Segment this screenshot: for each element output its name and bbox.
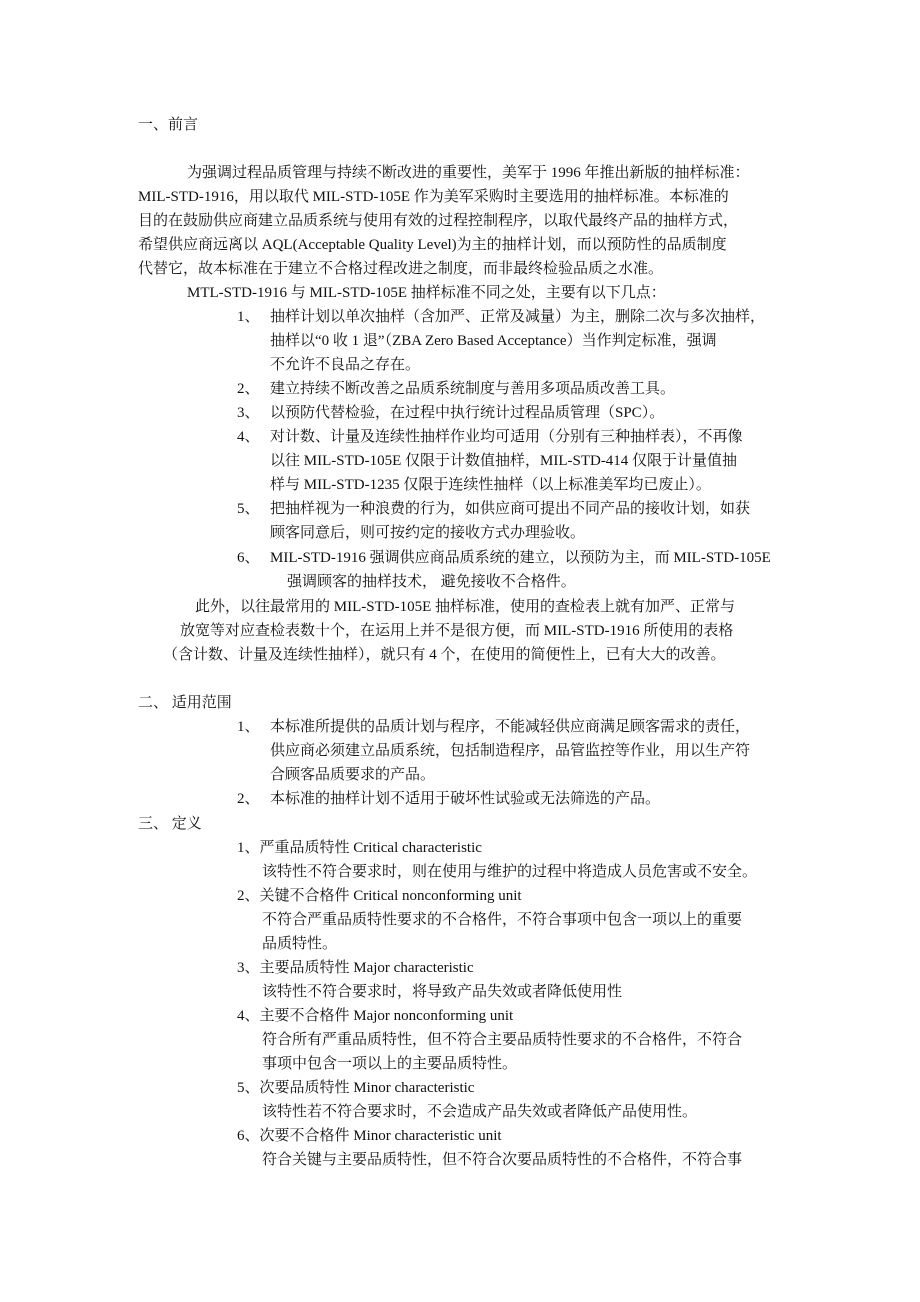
scope-item-1-line-2: 供应商必须建立品质系统，包括制造程序，品管监控等作业，用以生产符 [270, 743, 751, 759]
intro-line-4: 希望供应商远离以 AQL(Acceptable Quality Level)为主的抽样计划，而以预防性的品质制度 [138, 237, 727, 253]
diff-item-5-number: 5、 [237, 501, 260, 517]
diff-item-6-line-1: MIL-STD-1916 强调供应商品质系统的建立，以预防为主，而 MIL-STD-105E [270, 550, 771, 566]
def-6-line-1: 符合关键与主要品质特性，但不符合次要品质特性的不合格件，不符合事 [262, 1152, 743, 1168]
def-4-title: 4、主要不合格件 Major nonconforming unit [237, 1008, 514, 1024]
def-5-line-1: 该特性若不符合要求时，不会造成产品失效或者降低产品使用性。 [262, 1104, 698, 1120]
intro-line-1: 为强调过程品质管理与持续不断改进的重要性，美军于 1996 年推出新版的抽样标准： [187, 165, 750, 181]
section-heading-definitions: 三、 定义 [138, 816, 202, 832]
diff-item-4-line-1: 对计数、计量及连续性抽样作业均可适用（分别有三种抽样表），不再像 [270, 429, 743, 445]
diff-item-4-line-2: 以往 MIL-STD-105E 仅限于计数值抽样，MIL-STD-414 仅限于计量值抽 [270, 453, 738, 469]
scope-item-2-number: 2、 [237, 791, 260, 807]
scope-item-1-line-3: 合顾客品质要求的产品。 [270, 767, 436, 783]
scope-item-1-line-1: 本标准所提供的品质计划与程序，不能减轻供应商满足顾客需求的责任， [270, 719, 751, 735]
scope-item-1-number: 1、 [237, 719, 260, 735]
diff-item-6-line-2: 强调顾客的抽样技术， 避免接收不合格件。 [287, 574, 576, 590]
diff-item-5-line-2: 顾客同意后，则可按约定的接收方式办理验收。 [270, 525, 586, 541]
diff-item-1-line-3: 不允许不良品之存在。 [270, 357, 421, 373]
intro-line-5: 代替它，故本标准在于建立不合格过程改进之制度，而非最终检验品质之水准。 [138, 261, 664, 277]
closing-line-3: （含计数、计量及连续性抽样），就只有 4 个，在使用的简便性上，已有大大的改善。 [163, 647, 726, 663]
def-4-line-1: 符合所有严重品质特性，但不符合主要品质特性要求的不合格件，不符合 [262, 1032, 743, 1048]
diff-item-6-number: 6、 [237, 550, 260, 566]
diff-item-3-line-1: 以预防代替检验，在过程中执行统计过程品质管理（SPC）。 [270, 405, 665, 421]
def-1-line-1: 该特性不符合要求时，则在使用与维护的过程中将造成人员危害或不安全。 [262, 864, 758, 880]
diff-item-1-number: 1、 [237, 309, 260, 325]
closing-line-1: 此外，以往最常用的 MIL-STD-105E 抽样标准，使用的查检表上就有加严、正常与 [195, 599, 735, 615]
closing-line-2: 放宽等对应查检表数十个，在运用上并不是很方便，而 MIL-STD-1916 所使用的表格 [180, 623, 734, 639]
def-4-line-2: 事项中包含一项以上的主要品质特性。 [262, 1056, 518, 1072]
diff-item-1-line-1: 抽样计划以单次抽样（含加严、正常及减量）为主，删除二次与多次抽样， [270, 309, 766, 325]
def-2-title: 2、关键不合格件 Critical nonconforming unit [237, 888, 522, 904]
section-heading-scope: 二、 适用范围 [138, 695, 232, 711]
def-5-title: 5、次要品质特性 Minor characteristic [237, 1080, 475, 1096]
def-6-title: 6、次要不合格件 Minor characteristic unit [237, 1128, 502, 1144]
def-1-title: 1、严重品质特性 Critical characteristic [237, 840, 482, 856]
def-2-line-2: 品质特性。 [262, 936, 338, 952]
intro-line-3: 目的在鼓励供应商建立品质系统与使用有效的过程控制程序，以取代最终产品的抽样方式， [138, 213, 739, 229]
def-2-line-1: 不符合严重品质特性要求的不合格件，不符合事项中包含一项以上的重要 [262, 912, 743, 928]
diff-item-3-number: 3、 [237, 405, 260, 421]
scope-item-2-line-1: 本标准的抽样计划不适用于破坏性试验或无法筛选的产品。 [270, 791, 661, 807]
diff-item-4-number: 4、 [237, 429, 260, 445]
diff-item-1-line-2: 抽样以“0 收 1 退”（ZBA Zero Based Acceptance）当作判定标准，强调 [270, 333, 717, 349]
diff-item-4-line-3: 样与 MIL-STD-1235 仅限于连续性抽样（以上标准美军均已废止）。 [270, 477, 711, 493]
diff-item-5-line-1: 把抽样视为一种浪费的行为，如供应商可提出不同产品的接收计划，如获 [270, 501, 751, 517]
def-3-title: 3、主要品质特性 Major characteristic [237, 960, 474, 976]
diff-item-2-line-1: 建立持续不断改善之品质系统制度与善用多项品质改善工具。 [270, 381, 676, 397]
differences-intro: MTL-STD-1916 与 MIL-STD-105E 抽样标准不同之处，主要有以下几点： [187, 285, 666, 301]
intro-line-2: MIL-STD-1916，用以取代 MIL-STD-105E 作为美军采购时主要选用的抽样标准。本标准的 [138, 189, 729, 205]
diff-item-2-number: 2、 [237, 381, 260, 397]
def-3-line-1: 该特性不符合要求时，将导致产品失效或者降低使用性 [262, 984, 623, 1000]
section-heading-foreword: 一、前言 [138, 117, 199, 133]
